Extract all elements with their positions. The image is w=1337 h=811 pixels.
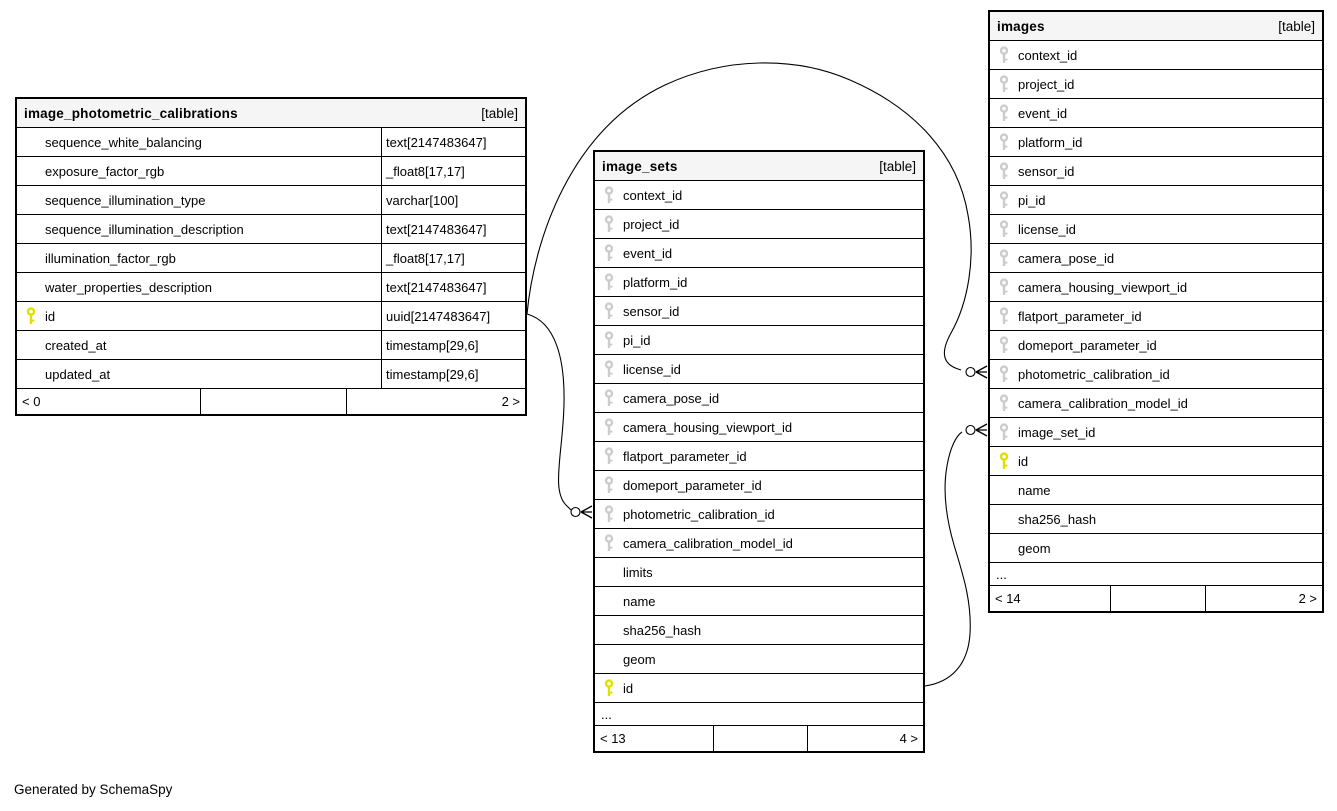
- table-pager: [17, 389, 525, 414]
- column-row: [595, 355, 923, 384]
- foreign-key-icon: [998, 423, 1018, 442]
- column-row: [595, 616, 923, 645]
- column-row: [17, 244, 525, 273]
- column-name-cell: [17, 331, 381, 359]
- column-name-cell: [990, 418, 1322, 446]
- foreign-key-icon: [998, 46, 1018, 65]
- table-image-photometric-calibrations: [15, 97, 527, 416]
- column-row: [17, 186, 525, 215]
- column-name: water_properties_description: [45, 279, 212, 295]
- relation-image-sets-to-images: [925, 424, 987, 686]
- foreign-key-icon: [998, 394, 1018, 413]
- column-row: [595, 239, 923, 268]
- column-name: illumination_factor_rgb: [45, 250, 176, 266]
- pager-middle-cell: [713, 726, 808, 751]
- column-row: [595, 413, 923, 442]
- pager-right-count: 2 >: [1298, 591, 1317, 606]
- column-name-cell: [990, 157, 1322, 185]
- column-name-cell: [990, 505, 1322, 533]
- column-type: _float8[17,17]: [381, 157, 525, 185]
- column-row: [990, 273, 1322, 302]
- column-row: [595, 210, 923, 239]
- column-name-cell: [595, 181, 923, 209]
- column-name-cell: [595, 413, 923, 441]
- foreign-key-icon: [603, 476, 623, 495]
- column-name: id: [1018, 453, 1029, 469]
- zero-circle-connector: [966, 368, 975, 377]
- column-name-cell: [17, 128, 381, 156]
- column-name-cell: [595, 239, 923, 267]
- column-row: [990, 215, 1322, 244]
- table-images: [988, 10, 1324, 613]
- column-name-cell: [990, 447, 1322, 475]
- pager-right-count: 4 >: [899, 731, 918, 746]
- column-row: [595, 442, 923, 471]
- column-name: sequence_illumination_description: [45, 221, 244, 237]
- column-type: timestamp[29,6]: [381, 360, 525, 388]
- column-row: [990, 534, 1322, 563]
- column-row: [595, 326, 923, 355]
- column-name-cell: [595, 558, 923, 586]
- column-name: camera_housing_viewport_id: [1018, 279, 1188, 295]
- column-name: camera_calibration_model_id: [1018, 395, 1188, 411]
- column-name: camera_pose_id: [1018, 250, 1115, 266]
- table-columns: [595, 181, 923, 703]
- foreign-key-icon: [603, 186, 623, 205]
- column-name: id: [623, 680, 634, 696]
- column-name: context_id: [623, 187, 683, 203]
- foreign-key-icon: [603, 244, 623, 263]
- column-name: limits: [623, 564, 653, 580]
- column-name: exposure_factor_rgb: [45, 163, 165, 179]
- zero-circle-connector: [571, 508, 580, 517]
- table-columns: [17, 128, 525, 389]
- generated-by-note: Generated by SchemaSpy: [14, 782, 173, 797]
- column-name-cell: [17, 215, 381, 243]
- foreign-key-icon: [603, 505, 623, 524]
- foreign-key-icon: [603, 331, 623, 350]
- primary-key-icon: [25, 307, 45, 326]
- column-name: domeport_parameter_id: [623, 477, 762, 493]
- column-name-cell: [595, 616, 923, 644]
- column-name: geom: [1018, 540, 1051, 556]
- column-row: [990, 302, 1322, 331]
- column-name-cell: [990, 360, 1322, 388]
- column-row: [17, 157, 525, 186]
- primary-key-icon: [998, 452, 1018, 471]
- foreign-key-icon: [998, 75, 1018, 94]
- column-row: [17, 128, 525, 157]
- column-name: sha256_hash: [623, 622, 702, 638]
- column-name-cell: [595, 326, 923, 354]
- table-title[interactable]: image_sets: [602, 158, 678, 174]
- table-title[interactable]: image_photometric_calibrations: [24, 105, 238, 121]
- pager-left-count: < 13: [600, 731, 626, 746]
- column-row: [990, 360, 1322, 389]
- column-row: [595, 529, 923, 558]
- table-pager: [595, 726, 923, 751]
- column-name-cell: [595, 355, 923, 383]
- column-name-cell: [595, 674, 923, 702]
- column-name: context_id: [1018, 47, 1078, 63]
- column-name: platform_id: [1018, 134, 1083, 150]
- column-name: project_id: [623, 216, 680, 232]
- column-name: name: [1018, 482, 1051, 498]
- column-row: [990, 99, 1322, 128]
- column-name: flatport_parameter_id: [1018, 308, 1142, 324]
- foreign-key-icon: [998, 133, 1018, 152]
- column-name: sequence_white_balancing: [45, 134, 202, 150]
- primary-key-icon: [603, 679, 623, 698]
- column-name-cell: [595, 210, 923, 238]
- foreign-key-icon: [603, 360, 623, 379]
- column-name: id: [45, 308, 56, 324]
- column-type: text[2147483647]: [381, 215, 525, 243]
- column-row: [990, 244, 1322, 273]
- crowsfoot-connector: [976, 424, 987, 436]
- foreign-key-icon: [998, 336, 1018, 355]
- column-name: project_id: [1018, 76, 1075, 92]
- column-name: pi_id: [1018, 192, 1046, 208]
- relation-calibrations-to-image-sets: [527, 314, 592, 518]
- column-name-cell: [17, 273, 381, 301]
- table-type-tag: [table]: [1278, 18, 1315, 34]
- column-name: name: [623, 593, 656, 609]
- column-row: [595, 500, 923, 529]
- column-name-cell: [17, 360, 381, 388]
- column-name-cell: [990, 215, 1322, 243]
- column-name-cell: [595, 442, 923, 470]
- table-header: [595, 152, 923, 181]
- column-name: camera_pose_id: [623, 390, 720, 406]
- column-row: [990, 447, 1322, 476]
- column-name: sensor_id: [623, 303, 680, 319]
- column-name: event_id: [1018, 105, 1068, 121]
- foreign-key-icon: [603, 534, 623, 553]
- column-name-cell: [990, 389, 1322, 417]
- column-name-cell: [990, 273, 1322, 301]
- table-type-tag: [table]: [481, 105, 518, 121]
- column-name: geom: [623, 651, 656, 667]
- column-row: [595, 384, 923, 413]
- column-row: [595, 181, 923, 210]
- column-name-cell: [990, 128, 1322, 156]
- crowsfoot-connector: [581, 506, 592, 518]
- foreign-key-icon: [603, 302, 623, 321]
- column-name-cell: [595, 268, 923, 296]
- foreign-key-icon: [998, 162, 1018, 181]
- column-name-cell: [595, 645, 923, 673]
- pager-left-count: < 0: [22, 394, 41, 409]
- column-name: camera_calibration_model_id: [623, 535, 793, 551]
- column-name: license_id: [623, 361, 681, 377]
- column-row: [990, 331, 1322, 360]
- column-name-cell: [17, 186, 381, 214]
- column-row: [595, 645, 923, 674]
- pager-middle-cell: [1110, 586, 1206, 611]
- column-type: varchar[100]: [381, 186, 525, 214]
- table-type-tag: [table]: [879, 158, 916, 174]
- column-name: flatport_parameter_id: [623, 448, 747, 464]
- column-name: domeport_parameter_id: [1018, 337, 1157, 353]
- table-header: [17, 99, 525, 128]
- more-columns-ellipsis: ...: [990, 563, 1322, 586]
- column-name: camera_housing_viewport_id: [623, 419, 793, 435]
- table-header: [990, 12, 1322, 41]
- column-row: [595, 297, 923, 326]
- column-row: [595, 587, 923, 616]
- column-row: [595, 674, 923, 703]
- column-name: platform_id: [623, 274, 688, 290]
- column-row: [990, 389, 1322, 418]
- column-name-cell: [595, 500, 923, 528]
- column-row: [990, 505, 1322, 534]
- table-title[interactable]: images: [997, 18, 1045, 34]
- column-name: sequence_illumination_type: [45, 192, 206, 208]
- column-row: [595, 558, 923, 587]
- column-name-cell: [595, 471, 923, 499]
- foreign-key-icon: [603, 389, 623, 408]
- column-type: timestamp[29,6]: [381, 331, 525, 359]
- column-name-cell: [990, 302, 1322, 330]
- foreign-key-icon: [603, 418, 623, 437]
- column-name: image_set_id: [1018, 424, 1096, 440]
- column-type: _float8[17,17]: [381, 244, 525, 272]
- column-name-cell: [990, 331, 1322, 359]
- column-row: [17, 215, 525, 244]
- foreign-key-icon: [603, 273, 623, 292]
- column-name: license_id: [1018, 221, 1076, 237]
- column-name-cell: [595, 587, 923, 615]
- column-row: [990, 157, 1322, 186]
- column-name-cell: [990, 70, 1322, 98]
- column-row: [990, 186, 1322, 215]
- column-name: sha256_hash: [1018, 511, 1097, 527]
- column-row: [595, 268, 923, 297]
- foreign-key-icon: [603, 215, 623, 234]
- foreign-key-icon: [998, 278, 1018, 297]
- column-name-cell: [595, 384, 923, 412]
- column-row: [595, 471, 923, 500]
- column-row: [990, 128, 1322, 157]
- column-name-cell: [17, 157, 381, 185]
- column-name-cell: [990, 41, 1322, 69]
- foreign-key-icon: [998, 220, 1018, 239]
- foreign-key-icon: [998, 191, 1018, 210]
- column-name: sensor_id: [1018, 163, 1075, 179]
- column-row: [17, 331, 525, 360]
- foreign-key-icon: [998, 249, 1018, 268]
- column-row: [17, 302, 525, 331]
- column-name: pi_id: [623, 332, 651, 348]
- column-name-cell: [595, 297, 923, 325]
- crowsfoot-connector: [976, 366, 987, 378]
- column-name-cell: [990, 534, 1322, 562]
- column-name: photometric_calibration_id: [1018, 366, 1170, 382]
- pager-right-count: 2 >: [501, 394, 520, 409]
- column-name-cell: [990, 99, 1322, 127]
- table-pager: [990, 586, 1322, 611]
- foreign-key-icon: [998, 104, 1018, 123]
- zero-circle-connector: [966, 426, 975, 435]
- table-image-sets: [593, 150, 925, 753]
- more-columns-ellipsis: ...: [595, 703, 923, 726]
- column-name-cell: [990, 244, 1322, 272]
- column-name-cell: [17, 244, 381, 272]
- column-name: photometric_calibration_id: [623, 506, 775, 522]
- pager-middle-cell: [200, 389, 347, 414]
- column-row: [17, 273, 525, 302]
- column-row: [990, 70, 1322, 99]
- column-name-cell: [595, 529, 923, 557]
- column-type: uuid[2147483647]: [381, 302, 525, 330]
- column-row: [990, 476, 1322, 505]
- foreign-key-icon: [603, 447, 623, 466]
- column-name: created_at: [45, 337, 107, 353]
- column-row: [990, 41, 1322, 70]
- column-name-cell: [990, 186, 1322, 214]
- table-columns: [990, 41, 1322, 563]
- foreign-key-icon: [998, 307, 1018, 326]
- column-row: [990, 418, 1322, 447]
- column-type: text[2147483647]: [381, 273, 525, 301]
- column-row: [17, 360, 525, 389]
- pager-left-count: < 14: [995, 591, 1021, 606]
- column-name-cell: [17, 302, 381, 330]
- column-type: text[2147483647]: [381, 128, 525, 156]
- foreign-key-icon: [998, 365, 1018, 384]
- column-name: updated_at: [45, 366, 111, 382]
- column-name: event_id: [623, 245, 673, 261]
- column-name-cell: [990, 476, 1322, 504]
